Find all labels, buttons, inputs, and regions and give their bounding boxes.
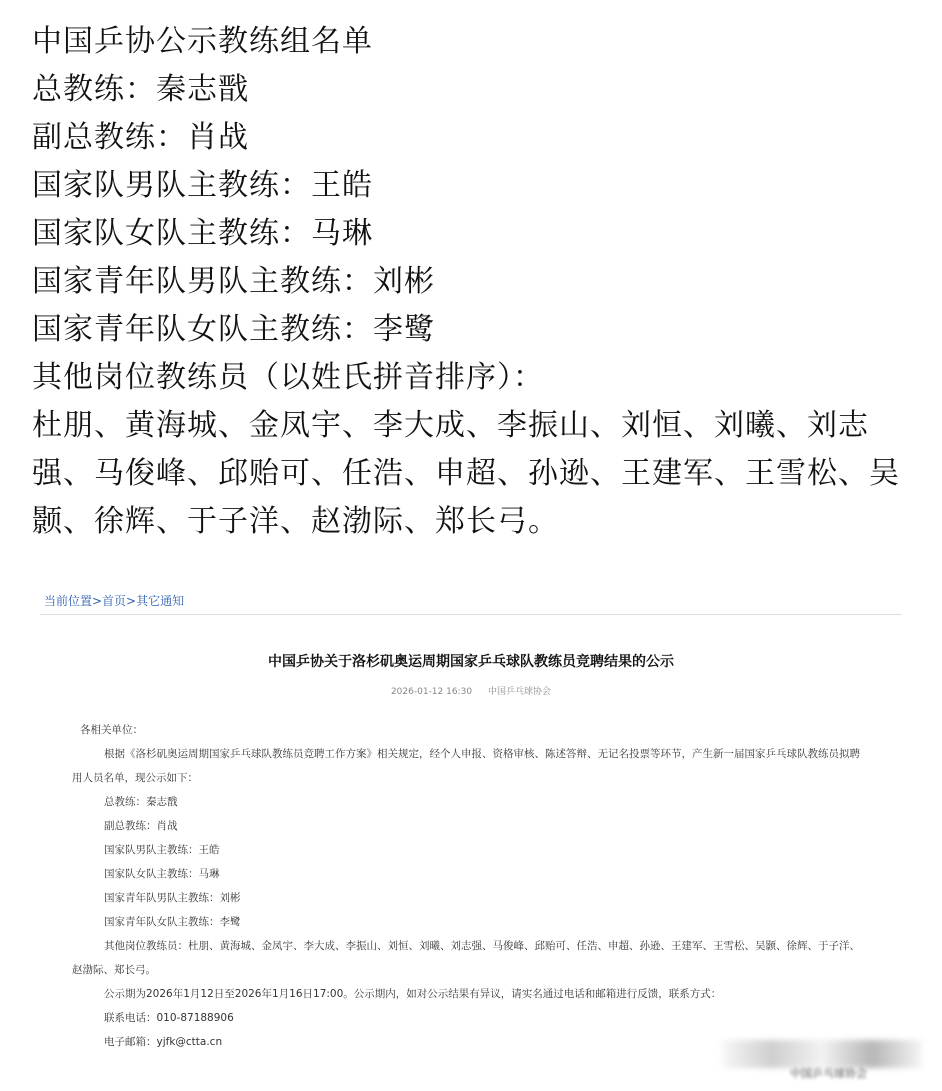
period: 公示期为2026年1月12日至2026年1月16日17:00。公示期内，如对公示结果有异议，请实名通过电话和邮箱进行反馈，联系方式： [104, 988, 722, 1000]
salutation: 各相关单位： [80, 724, 143, 736]
divider [40, 614, 902, 615]
notice-source: 中国乒乓球协会 [488, 687, 552, 697]
summary-line: 国家青年队女队主教练：李鹭 [32, 312, 435, 347]
role-line: 总教练：秦志戬 [104, 796, 178, 808]
role-line: 国家队男队主教练：王皓 [104, 844, 220, 856]
notice-date: 2026-01-12 16:30 [390, 687, 473, 697]
email[interactable]: 电子邮箱：yjfk@ctta.cn [104, 1036, 223, 1048]
role-line: 国家青年队女队主教练：李鹭 [104, 916, 241, 928]
summary-line: 副总教练：肖战 [32, 120, 249, 155]
role-line: 国家队女队主教练：马琳 [104, 868, 220, 880]
summary-line: 国家队男队主教练：王皓 [32, 168, 373, 203]
summary-list [32, 18, 912, 546]
role-line: 国家青年队男队主教练：刘彬 [104, 892, 241, 904]
summary-line: 其他岗位教练员（以姓氏拼音排序）： [32, 360, 544, 395]
notice-title: 中国乒协关于洛杉矶奥运周期国家乒乓球队教练员竞聘结果的公示 [268, 654, 674, 670]
notice-body [72, 718, 860, 1054]
summary-heading: 中国乒协公示教练组名单 [32, 24, 373, 59]
summary-line: 国家青年队男队主教练：刘彬 [32, 264, 435, 299]
signature: 中国乒乓球协会 [790, 1067, 867, 1080]
intro: 根据《洛杉矶奥运周期国家乒乓球队教练员竞聘工作方案》相关规定，经个人申报、资格审核、陈述答辩、无记名投票等环节，产生新一届国家乒乓球队教练员拟聘用人员名单，现公示如下： [72, 748, 860, 784]
summary-line: 国家队女队主教练：马琳 [32, 216, 373, 251]
other-coaches: 其他岗位教练员：杜朋、黄海城、金凤宇、李大成、李振山、刘恒、刘曦、刘志强、马俊峰、邱贻可、任浩、申超、孙逊、王建军、王雪松、吴颢、徐辉、于子洋、赵渤际、郑长弓。 [72, 940, 860, 976]
watermark [722, 1040, 922, 1068]
role-line: 副总教练：肖战 [104, 820, 178, 832]
summary-names: 杜朋、黄海城、金凤宇、李大成、李振山、刘恒、刘曦、刘志强、马俊峰、邱贻可、任浩、申超、孙逊、王建军、王雪松、吴颢、徐辉、于子洋、赵渤际、郑长弓。 [32, 408, 900, 539]
breadcrumb[interactable]: 当前位置>首页>其它通知 [44, 594, 185, 608]
summary-line: 总教练：秦志戬 [32, 72, 249, 107]
notice-meta [0, 684, 942, 697]
phone: 联系电话：010-87188906 [104, 1012, 234, 1024]
